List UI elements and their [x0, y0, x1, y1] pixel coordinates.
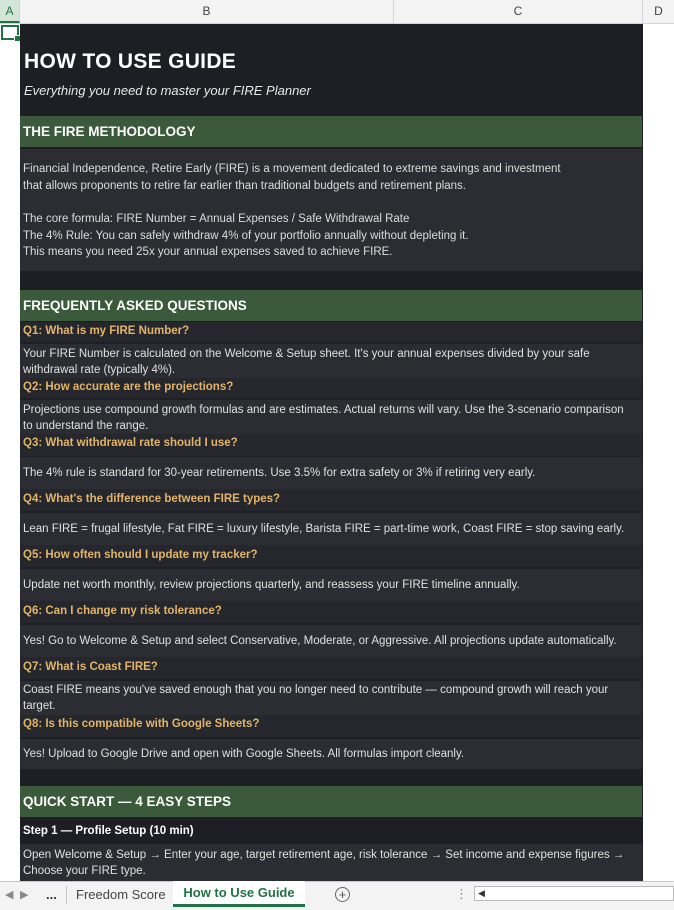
faq-answer-6: Yes! Go to Welcome & Setup and select Conservative, Moderate, or Aggressive. All projections update automatically. [23, 635, 617, 647]
faq-answer-2: Projections use compound growth formulas and are estimates. Actual returns will vary. Use the 3-scenario comparison to understand the range. [23, 404, 624, 432]
faq-question-1: Q1: What is my FIRE Number? [23, 325, 190, 337]
tab-freedom-score[interactable]: Freedom Score [76, 887, 166, 902]
faq-answer-3: The 4% rule is standard for 30-year retirements. Use 3.5% for extra safety or 3% if retiring very early. [23, 467, 536, 479]
column-header-c[interactable]: C [394, 0, 643, 23]
faq-question-7: Q7: What is Coast FIRE? [23, 661, 158, 673]
column-header-a[interactable]: A [0, 0, 20, 23]
page-subtitle: Everything you need to master your FIRE Planner [24, 83, 311, 98]
methodology-line-1: Financial Independence, Retire Early (FIRE) is a movement dedicated to extreme savings and investment [23, 163, 561, 175]
step-1-title: Step 1 — Profile Setup (10 min) [23, 825, 194, 837]
section-header-faq: FREQUENTLY ASKED QUESTIONS [20, 290, 642, 321]
selected-cell[interactable] [1, 25, 19, 40]
horizontal-scrollbar[interactable] [474, 886, 674, 901]
column-header-b[interactable]: B [20, 0, 394, 23]
column-d-cells[interactable] [643, 24, 674, 881]
column-header-d[interactable]: D [654, 4, 663, 18]
tab-how-to-use-guide[interactable]: How to Use Guide [173, 881, 305, 907]
section-header-quickstart: QUICK START — 4 EASY STEPS [20, 786, 642, 817]
methodology-line-5: This means you need 25x your annual expenses saved to achieve FIRE. [23, 246, 393, 258]
faq-answer-4: Lean FIRE = frugal lifestyle, Fat FIRE = luxury lifestyle, Barista FIRE = part-time work, Coast FIRE = stop saving early. [23, 523, 625, 535]
add-sheet-icon[interactable]: + [335, 887, 350, 902]
column-a-cells[interactable] [0, 24, 20, 881]
methodology-line-4: The 4% Rule: You can safely withdraw 4% of your portfolio annually without depleting it. [23, 230, 469, 242]
sheet-tab-bar [0, 881, 674, 910]
tab-scroll-left-icon[interactable]: ◀ [5, 889, 14, 901]
faq-question-5: Q5: How often should I update my tracker? [23, 549, 258, 561]
faq-answer-5: Update net worth monthly, review projections quarterly, and reassess your FIRE timeline annually. [23, 579, 520, 591]
more-tabs-button[interactable]: ... [46, 887, 57, 902]
faq-question-6: Q6: Can I change my risk tolerance? [23, 605, 222, 617]
faq-question-4: Q4: What's the difference between FIRE types? [23, 493, 281, 505]
step-1-text: Open Welcome & Setup → Enter your age, target retirement age, risk tolerance → Set income and expense figures → Choose your FIRE type. [23, 849, 625, 877]
section-header-methodology: THE FIRE METHODOLOGY [20, 116, 642, 147]
splitter-handle-icon[interactable]: ⋮ [455, 886, 468, 901]
faq-question-2: Q2: How accurate are the projections? [23, 381, 234, 393]
column-header-bar [0, 0, 674, 24]
tab-divider [66, 886, 67, 904]
page-title: HOW TO USE GUIDE [24, 50, 237, 73]
faq-answer-1: Your FIRE Number is calculated on the Welcome & Setup sheet. It's your annual expenses divided by your safe withdrawal rate (typically 4%). [23, 348, 590, 376]
methodology-line-2: that allows proponents to retire far earlier than traditional budgets and retirement plans. [23, 180, 467, 192]
sheet-grid[interactable] [0, 24, 674, 881]
faq-answer-8: Yes! Upload to Google Drive and open with Google Sheets. All formulas import cleanly. [23, 748, 465, 760]
faq-question-3: Q3: What withdrawal rate should I use? [23, 437, 238, 449]
faq-question-8: Q8: Is this compatible with Google Sheets? [23, 718, 260, 730]
faq-answer-7: Coast FIRE means you've saved enough that you no longer need to contribute — compound growth will reach your target. [23, 684, 609, 712]
tab-scroll-right-icon[interactable]: ▶ [20, 889, 29, 901]
methodology-line-3: The core formula: FIRE Number = Annual Expenses / Safe Withdrawal Rate [23, 213, 410, 225]
scroll-left-arrow-icon[interactable]: ◀ [478, 888, 485, 898]
